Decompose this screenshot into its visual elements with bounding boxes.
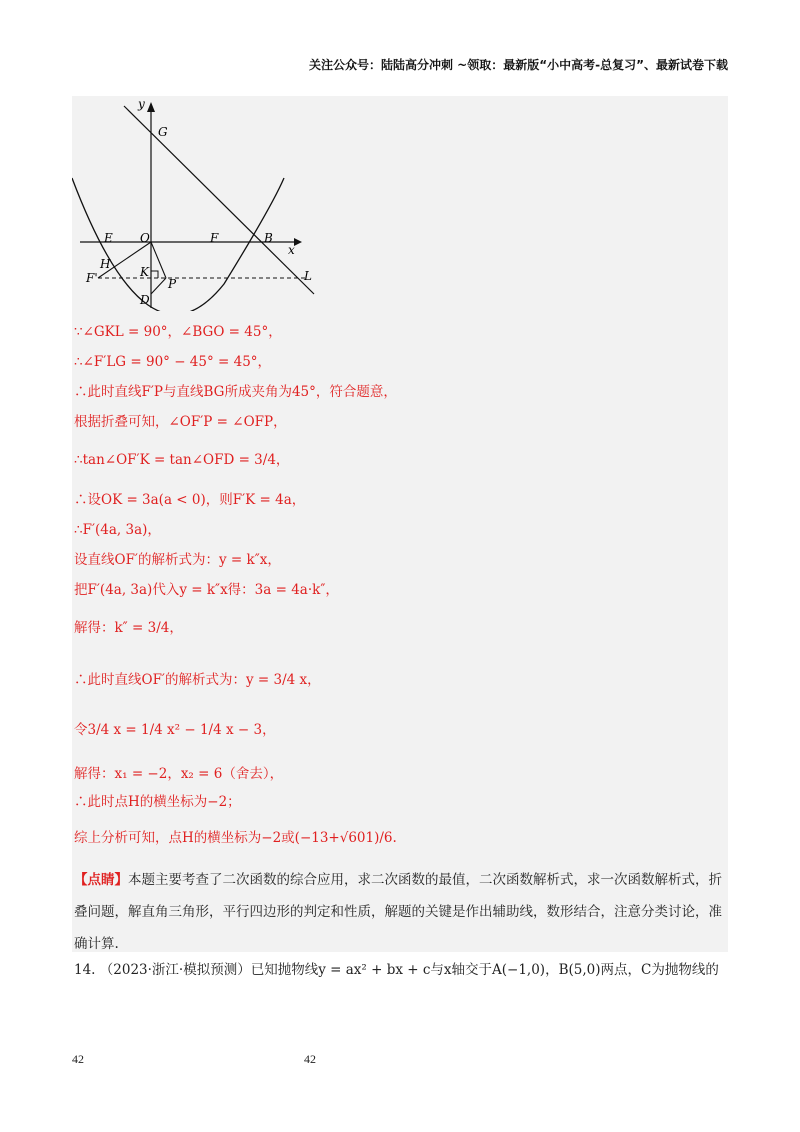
solution-line-1: ∵∠GKL = 90°，∠BGO = 45°， bbox=[74, 324, 282, 340]
solution-line-6: ∴设OK = 3a(a < 0)，则F′K = 4a， bbox=[74, 492, 306, 508]
label-B: B bbox=[264, 231, 273, 245]
label-O: O bbox=[140, 231, 150, 245]
solution-line-4: 根据折叠可知，∠OF′P = ∠OFP， bbox=[74, 414, 287, 430]
solution-line-14: ∴此时点H的横坐标为−2； bbox=[74, 794, 241, 810]
label-D: D bbox=[140, 293, 150, 307]
solution-line-2: ∴∠F′LG = 90° − 45° = 45°， bbox=[74, 354, 272, 370]
label-Fprime: F' bbox=[86, 271, 98, 285]
label-K: K bbox=[140, 265, 149, 279]
solution-line-12: 令3/4 x = 1/4 x² − 1/4 x − 3， bbox=[74, 722, 276, 738]
page-header: 关注公众号：陆陆高分冲刺 ~领取：最新版“小中高考-总复习”、最新试卷下载 bbox=[309, 58, 728, 72]
solution-line-10: 解得：k″ = 3/4， bbox=[74, 620, 183, 636]
solution-line-11: ∴此时直线OF′的解析式为：y = 3/4 x， bbox=[74, 672, 321, 688]
parabola-figure bbox=[72, 96, 322, 311]
solution-line-3: ∴此时直线F′P与直线BG所成夹角为45°，符合题意， bbox=[74, 384, 397, 400]
solution-line-5: ∴tan∠OF′K = tan∠OFD = 3/4， bbox=[74, 452, 290, 468]
label-H: H bbox=[100, 257, 111, 271]
solution-line-7: ∴F′(4a, 3a)， bbox=[74, 522, 161, 538]
solution-line-13: 解得：x₁ = −2，x₂ = 6（舍去）， bbox=[74, 766, 284, 782]
dianjing-text: 本题主要考查了二次函数的综合应用，求二次函数的最值，二次函数解析式，求一次函数解析式，折叠问题，解直角三角形，平行四边形的判定和性质，解题的关键是作出辅助线，数形结合，注意分类讨论，准确计算. bbox=[74, 872, 722, 952]
label-F: F bbox=[210, 231, 219, 245]
question-14: 14. （2023·浙江·模拟预测）已知抛物线y = ax² + bx + c与x轴交于A(−1,0)，B(5,0)两点，C为抛物线的 bbox=[74, 962, 719, 978]
solution-line-9: 把F′(4a, 3a)代入y = k″x得：3a = 4a·k″， bbox=[74, 582, 339, 598]
dianjing-tag: 【点睛】 bbox=[74, 872, 128, 888]
label-G: G bbox=[158, 125, 168, 139]
label-L: L bbox=[304, 269, 312, 283]
dianjing-paragraph bbox=[74, 864, 724, 960]
label-x: x bbox=[288, 243, 295, 257]
label-E: E bbox=[104, 231, 113, 245]
footer-page-center: 42 bbox=[304, 1052, 316, 1066]
footer-page-left: 42 bbox=[72, 1052, 84, 1066]
label-P: P bbox=[168, 277, 177, 291]
solution-line-8: 设直线OF′的解析式为：y = k″x， bbox=[74, 552, 281, 568]
solution-line-15: 综上分析可知，点H的横坐标为−2或(−13+√601)/6. bbox=[74, 830, 397, 846]
label-y: y bbox=[138, 97, 145, 111]
